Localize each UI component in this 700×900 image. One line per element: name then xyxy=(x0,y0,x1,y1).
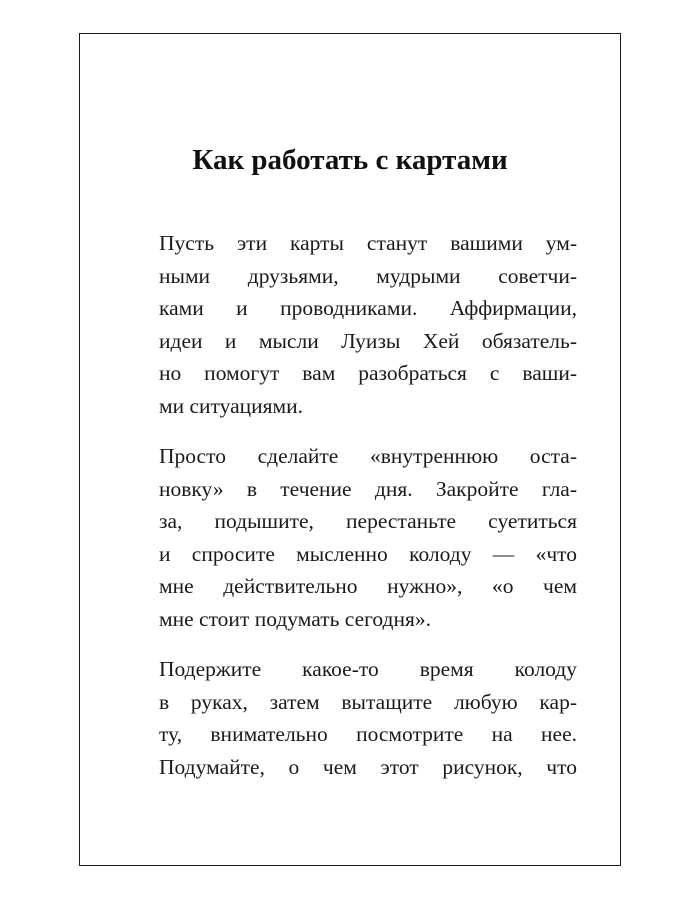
text-line: Пусть эти карты станут вашими ум- xyxy=(159,231,577,255)
text-line: ту, внимательно посмотрите на нее. xyxy=(159,722,577,746)
text-line: идеи и мысли Луизы Хей обязатель- xyxy=(159,328,577,353)
text-line: ми ситуациями. xyxy=(159,393,304,418)
page-title: Как работать с картами xyxy=(192,144,508,176)
text-line: ными друзьями, мудрыми советчи- xyxy=(159,263,577,288)
text-line: Подержите какое-то время колоду xyxy=(159,657,577,681)
text-line: мне стоит подумать сегодня». xyxy=(159,606,431,631)
text-body xyxy=(159,227,577,801)
paragraph-3 xyxy=(159,653,577,783)
text-line: мне действительно нужно», «о чем xyxy=(159,574,577,598)
text-line: в руках, затем вытащите любую кар- xyxy=(159,689,577,714)
text-line: ками и проводниками. Аффирмации, xyxy=(159,296,577,320)
text-line: Просто сделайте «внутреннюю оста- xyxy=(159,444,577,468)
text-line: но помогут вам разобраться с ваши- xyxy=(159,361,577,385)
paragraph-1 xyxy=(159,227,577,422)
text-line: и спросите мысленно колоду — «что xyxy=(159,541,577,566)
page-frame xyxy=(79,33,621,866)
text-line: новку» в течение дня. Закройте гла- xyxy=(159,476,577,501)
paragraph-2 xyxy=(159,440,577,635)
text-line: за, подышите, перестаньте суетиться xyxy=(159,509,577,533)
text-line: Подумайте, о чем этот рисунок, что xyxy=(159,754,577,779)
